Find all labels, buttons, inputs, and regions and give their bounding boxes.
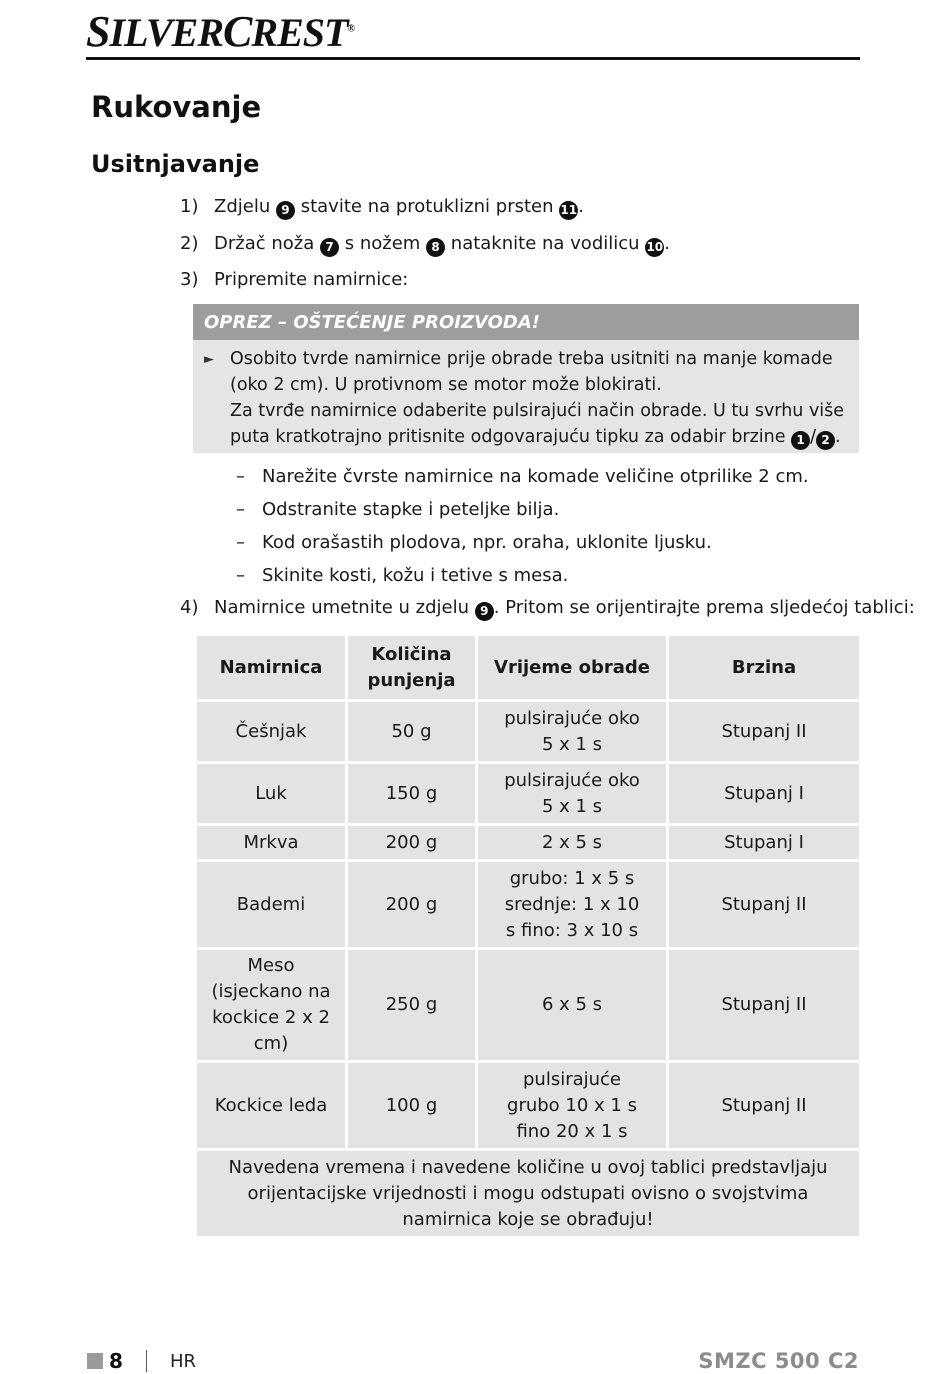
- table-cell: Stupanj I: [668, 763, 861, 825]
- table-row: [196, 701, 861, 763]
- step-text: . Pritom se orijentirajte prema sljedećoj tablici:: [493, 597, 915, 618]
- part-number-marker: 10: [645, 238, 664, 257]
- registered-mark: ®: [347, 23, 354, 35]
- table-cell: 100 g: [347, 1062, 477, 1150]
- table-cell: 2 x 5 s: [477, 825, 668, 861]
- dash-bullet: –: [236, 532, 245, 553]
- warning-line-text: Za tvrđe namirnice odaberite pulsirajući način obrade. U tu svrhu više puta kratkotrajno pritisnite odgovarajuću tipku za odabir brzine: [230, 401, 845, 447]
- speed-button-marker: 1: [791, 431, 810, 450]
- table-cell: 250 g: [347, 949, 477, 1062]
- list-item-text: Kod orašastih plodova, npr. oraha, uklonite ljusku.: [262, 532, 712, 553]
- list-item: [236, 564, 568, 588]
- column-header: Vrijeme obrade: [477, 635, 668, 701]
- table-cell: Meso (isjeckano na kockice 2 x 2 cm): [196, 949, 347, 1062]
- table-cell: Stupanj II: [668, 701, 861, 763]
- brand-logo: [86, 6, 354, 57]
- page-number: 8: [109, 1349, 123, 1373]
- model-number: SMZC 500 C2: [698, 1349, 859, 1373]
- table-cell: 200 g: [347, 825, 477, 861]
- step-text: Držač noža: [214, 233, 315, 254]
- table-cell: 50 g: [347, 701, 477, 763]
- table-cell: Stupanj I: [668, 825, 861, 861]
- brand-letter: S: [86, 7, 110, 56]
- table-note: Navedena vremena i navedene količine u ovoj tablici predstavljaju orijentacijske vrijednosti i mogu odstupati ovisno o svojstvima namirnica koje se obrađuju!: [196, 1150, 861, 1238]
- table-cell: Češnjak: [196, 701, 347, 763]
- part-number-marker: 9: [276, 201, 295, 220]
- table-cell: 6 x 5 s: [477, 949, 668, 1062]
- part-number-marker: 7: [320, 238, 339, 257]
- step-2: [180, 232, 670, 257]
- warning-line: [230, 398, 855, 450]
- list-item: [236, 465, 809, 489]
- part-number-marker: 9: [475, 602, 494, 621]
- step-number: 2): [180, 233, 199, 254]
- table-cell: Kockice leda: [196, 1062, 347, 1150]
- brand-part: ILVER: [109, 10, 224, 55]
- step-number: 3): [180, 269, 199, 290]
- footer-divider: [146, 1350, 147, 1372]
- table-cell: Mrkva: [196, 825, 347, 861]
- step-text: Zdjelu: [214, 196, 271, 217]
- dash-bullet: –: [236, 466, 245, 487]
- table-cell: pulsirajuće oko 5 x 1 s: [477, 701, 668, 763]
- table-cell: Bademi: [196, 861, 347, 949]
- table-cell: Stupanj II: [668, 861, 861, 949]
- section-title: Usitnjavanje: [91, 150, 260, 178]
- table-cell: grubo: 1 x 5 s srednje: 1 x 10 s fino: 3 x 10 s: [477, 861, 668, 949]
- step-4: [180, 596, 915, 621]
- step-text: Namirnice umetnite u zdjelu: [214, 597, 470, 618]
- part-number-marker: 11: [559, 201, 578, 220]
- column-header: Količina punjenja: [347, 635, 477, 701]
- list-item: [236, 531, 712, 555]
- warning-line-end: .: [835, 427, 841, 447]
- step-text: .: [578, 196, 584, 217]
- table-row: [196, 1062, 861, 1150]
- step-3: [180, 268, 408, 292]
- step-text: nataknite na vodilicu: [450, 233, 640, 254]
- step-text: Pripremite namirnice:: [214, 269, 409, 290]
- dash-bullet: –: [236, 565, 245, 586]
- step-1: [180, 195, 584, 220]
- step-number: 4): [180, 597, 199, 618]
- header-rule: [86, 57, 860, 60]
- table-cell: Stupanj II: [668, 949, 861, 1062]
- table-cell: pulsirajuće oko 5 x 1 s: [477, 763, 668, 825]
- list-item-text: Odstranite stapke i peteljke bilja.: [262, 499, 560, 520]
- warning-heading: OPREZ – OŠTEĆENJE PROIZVODA!: [193, 304, 859, 340]
- table-row: [196, 763, 861, 825]
- brand-part: REST: [251, 10, 348, 55]
- step-text: s nožem: [344, 233, 421, 254]
- processing-table: [194, 633, 862, 1239]
- page-marker-square: [87, 1353, 103, 1369]
- list-item: [236, 498, 559, 522]
- table-note-row: [196, 1150, 861, 1238]
- language-code: HR: [170, 1351, 197, 1372]
- step-number: 1): [180, 196, 199, 217]
- warning-box: [193, 304, 859, 453]
- step-text: stavite na protuklizni prsten: [300, 196, 554, 217]
- list-item-text: Narežite čvrste namirnice na komade veličine otprilike 2 cm.: [262, 466, 809, 487]
- table-row: [196, 825, 861, 861]
- speed-button-marker: 2: [816, 431, 835, 450]
- table-row: [196, 861, 861, 949]
- table-header-row: [196, 635, 861, 701]
- table-cell: 200 g: [347, 861, 477, 949]
- list-item-text: Skinite kosti, kožu i tetive s mesa.: [262, 565, 569, 586]
- table-cell: Luk: [196, 763, 347, 825]
- warning-text: [230, 346, 855, 450]
- part-number-marker: 8: [426, 238, 445, 257]
- column-header: Brzina: [668, 635, 861, 701]
- table-cell: Stupanj II: [668, 1062, 861, 1150]
- arrow-bullet-icon: ►: [204, 352, 214, 367]
- step-text: .: [664, 233, 671, 254]
- table-cell: pulsirajuće grubo 10 x 1 s fino 20 x 1 s: [477, 1062, 668, 1150]
- warning-line: Osobito tvrde namirnice prije obrade treba usitniti na manje komade (oko 2 cm). U protivnom se motor može blokirati.: [230, 349, 833, 395]
- dash-bullet: –: [236, 499, 245, 520]
- brand-letter: C: [223, 7, 252, 56]
- table-row: [196, 949, 861, 1062]
- page-title: Rukovanje: [91, 90, 262, 124]
- slash: /: [810, 427, 817, 447]
- column-header: Namirnica: [196, 635, 347, 701]
- table-cell: 150 g: [347, 763, 477, 825]
